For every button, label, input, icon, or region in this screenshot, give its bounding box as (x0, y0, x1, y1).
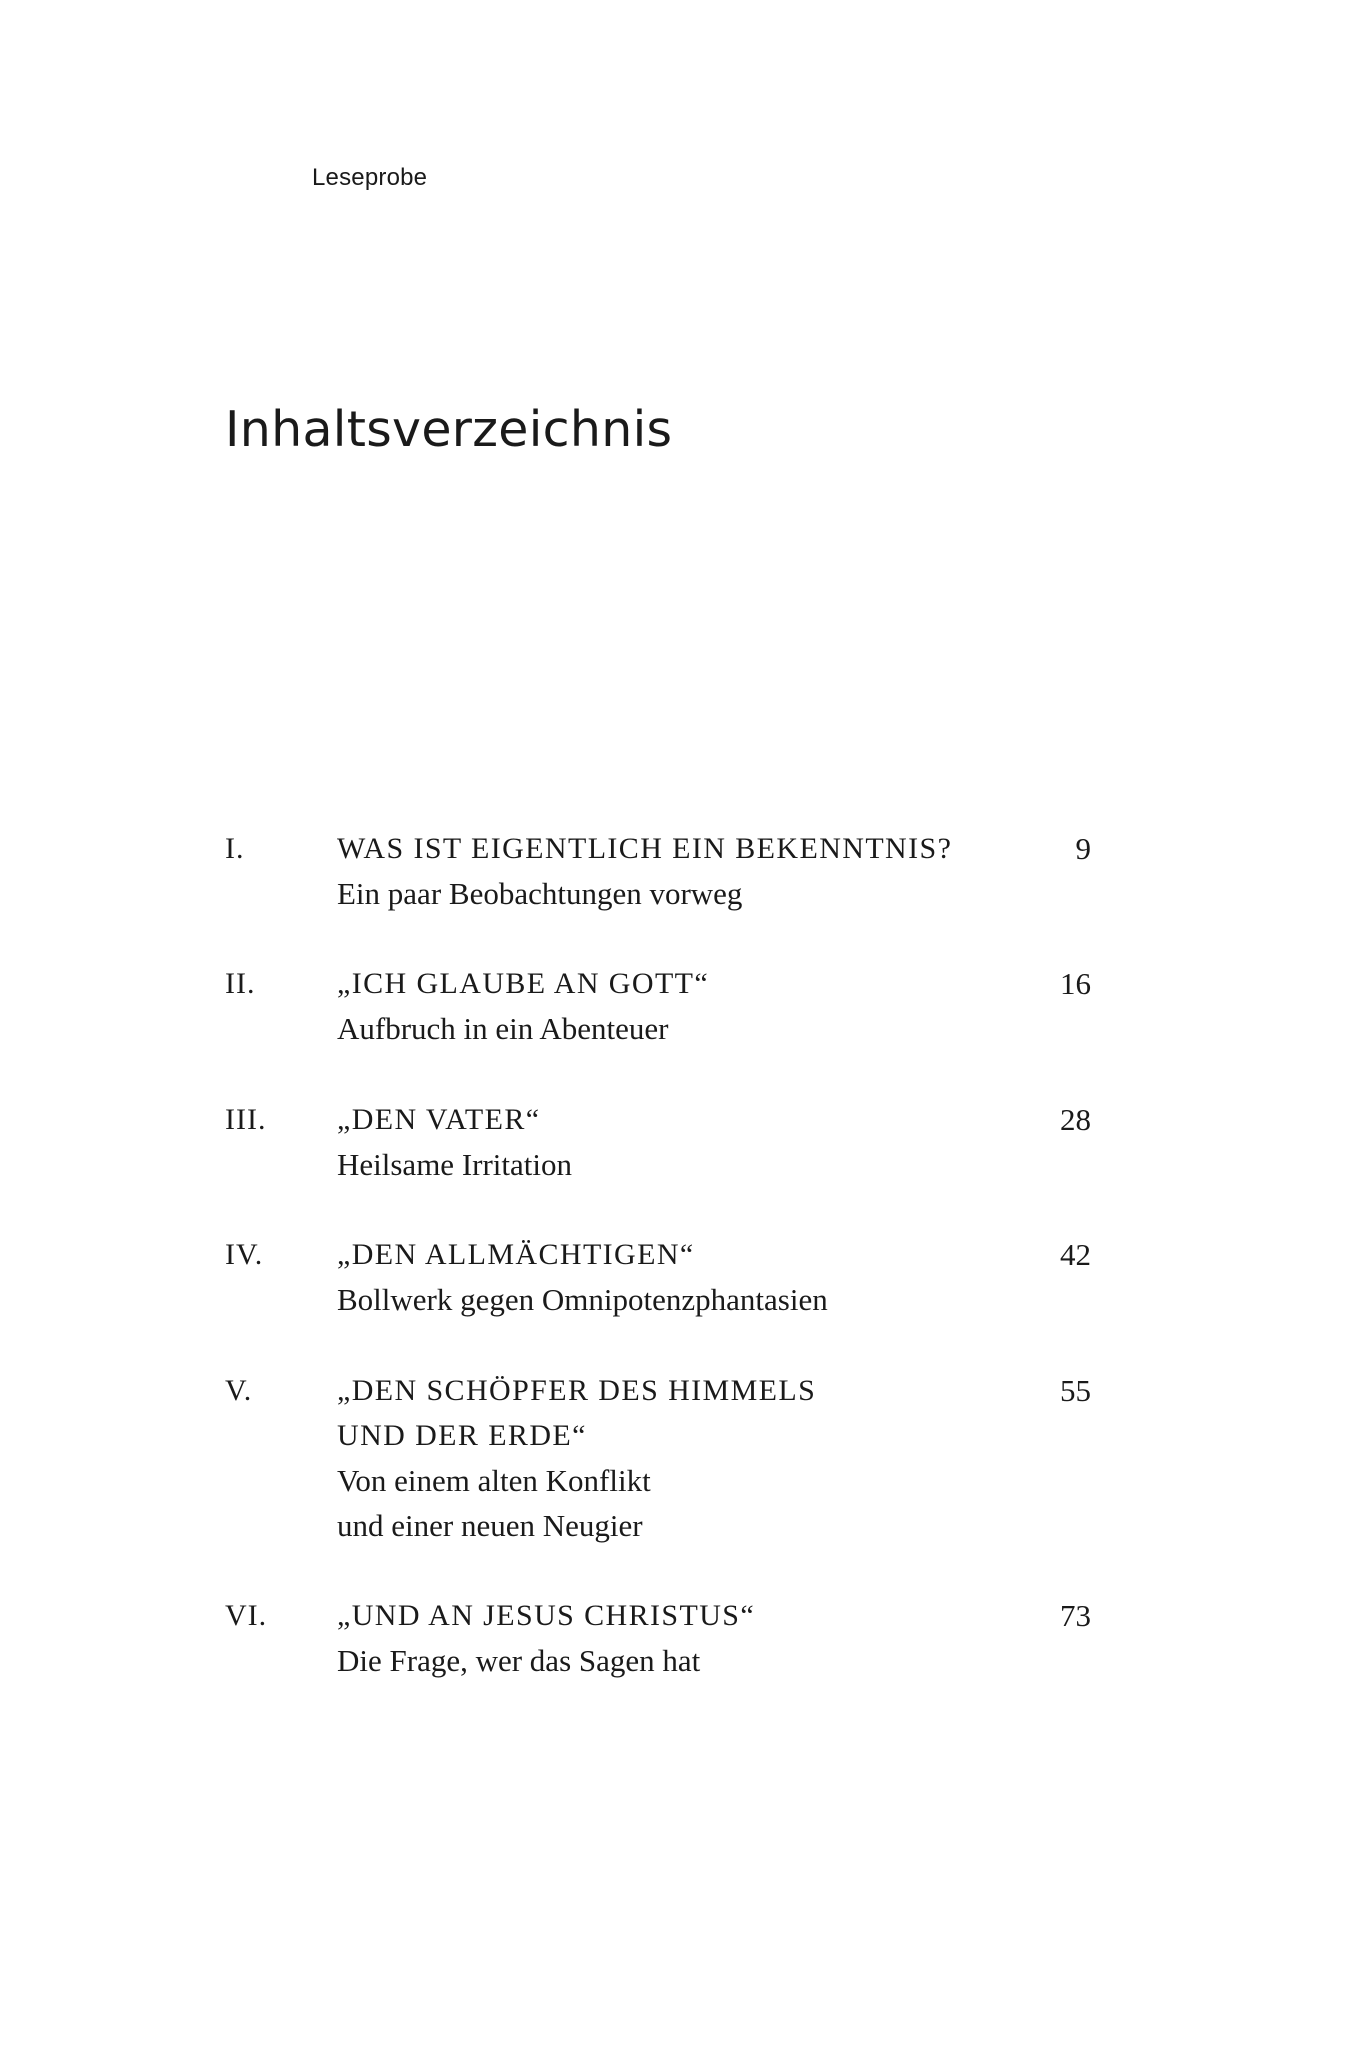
toc-entry-number: II. (225, 967, 256, 1000)
toc-entry-subtitle: Von einem alten Konflikt und einer neuen Neugier (337, 1463, 651, 1543)
toc-entry-page: 42 (1060, 1237, 1091, 1272)
page-title: Inhaltsverzeichnis (225, 401, 673, 458)
toc-entry-heading: „DEN VATER“ (337, 1103, 541, 1136)
toc-entry-subtitle: Die Frage, wer das Sagen hat (337, 1643, 701, 1678)
toc-entry-number: VI. (225, 1599, 268, 1632)
toc-entry-subtitle: Aufbruch in ein Abenteuer (337, 1011, 669, 1046)
toc-entry-number: III. (225, 1103, 267, 1136)
toc-entry-subtitle: Bollwerk gegen Omnipotenzphantasien (337, 1282, 828, 1317)
toc-entry-heading: „ICH GLAUBE AN GOTT“ (337, 967, 710, 1000)
toc-entry-number: V. (225, 1374, 253, 1407)
toc-entry-subtitle: Heilsame Irritation (337, 1147, 572, 1182)
toc-entry-page: 16 (1060, 966, 1091, 1001)
toc-entry-subtitle: Ein paar Beobachtungen vorweg (337, 876, 743, 911)
toc-entry-page: 55 (1060, 1373, 1091, 1408)
toc-entry-heading: „UND AN JESUS CHRISTUS“ (337, 1599, 756, 1632)
toc-entry-page: 73 (1060, 1598, 1091, 1633)
header-label: Leseprobe (312, 164, 428, 191)
toc-entry-page: 9 (1075, 831, 1091, 866)
toc-entry-heading: WAS IST EIGENTLICH EIN BEKENNTNIS? (337, 832, 953, 865)
toc-entry-page: 28 (1060, 1102, 1091, 1137)
toc-entry-number: IV. (225, 1238, 264, 1271)
toc-entry-heading: „DEN SCHÖPFER DES HIMMELS UND DER ERDE“ (337, 1374, 817, 1452)
toc-entry-number: I. (225, 832, 245, 865)
toc-entry-heading: „DEN ALLMÄCHTIGEN“ (337, 1238, 695, 1271)
